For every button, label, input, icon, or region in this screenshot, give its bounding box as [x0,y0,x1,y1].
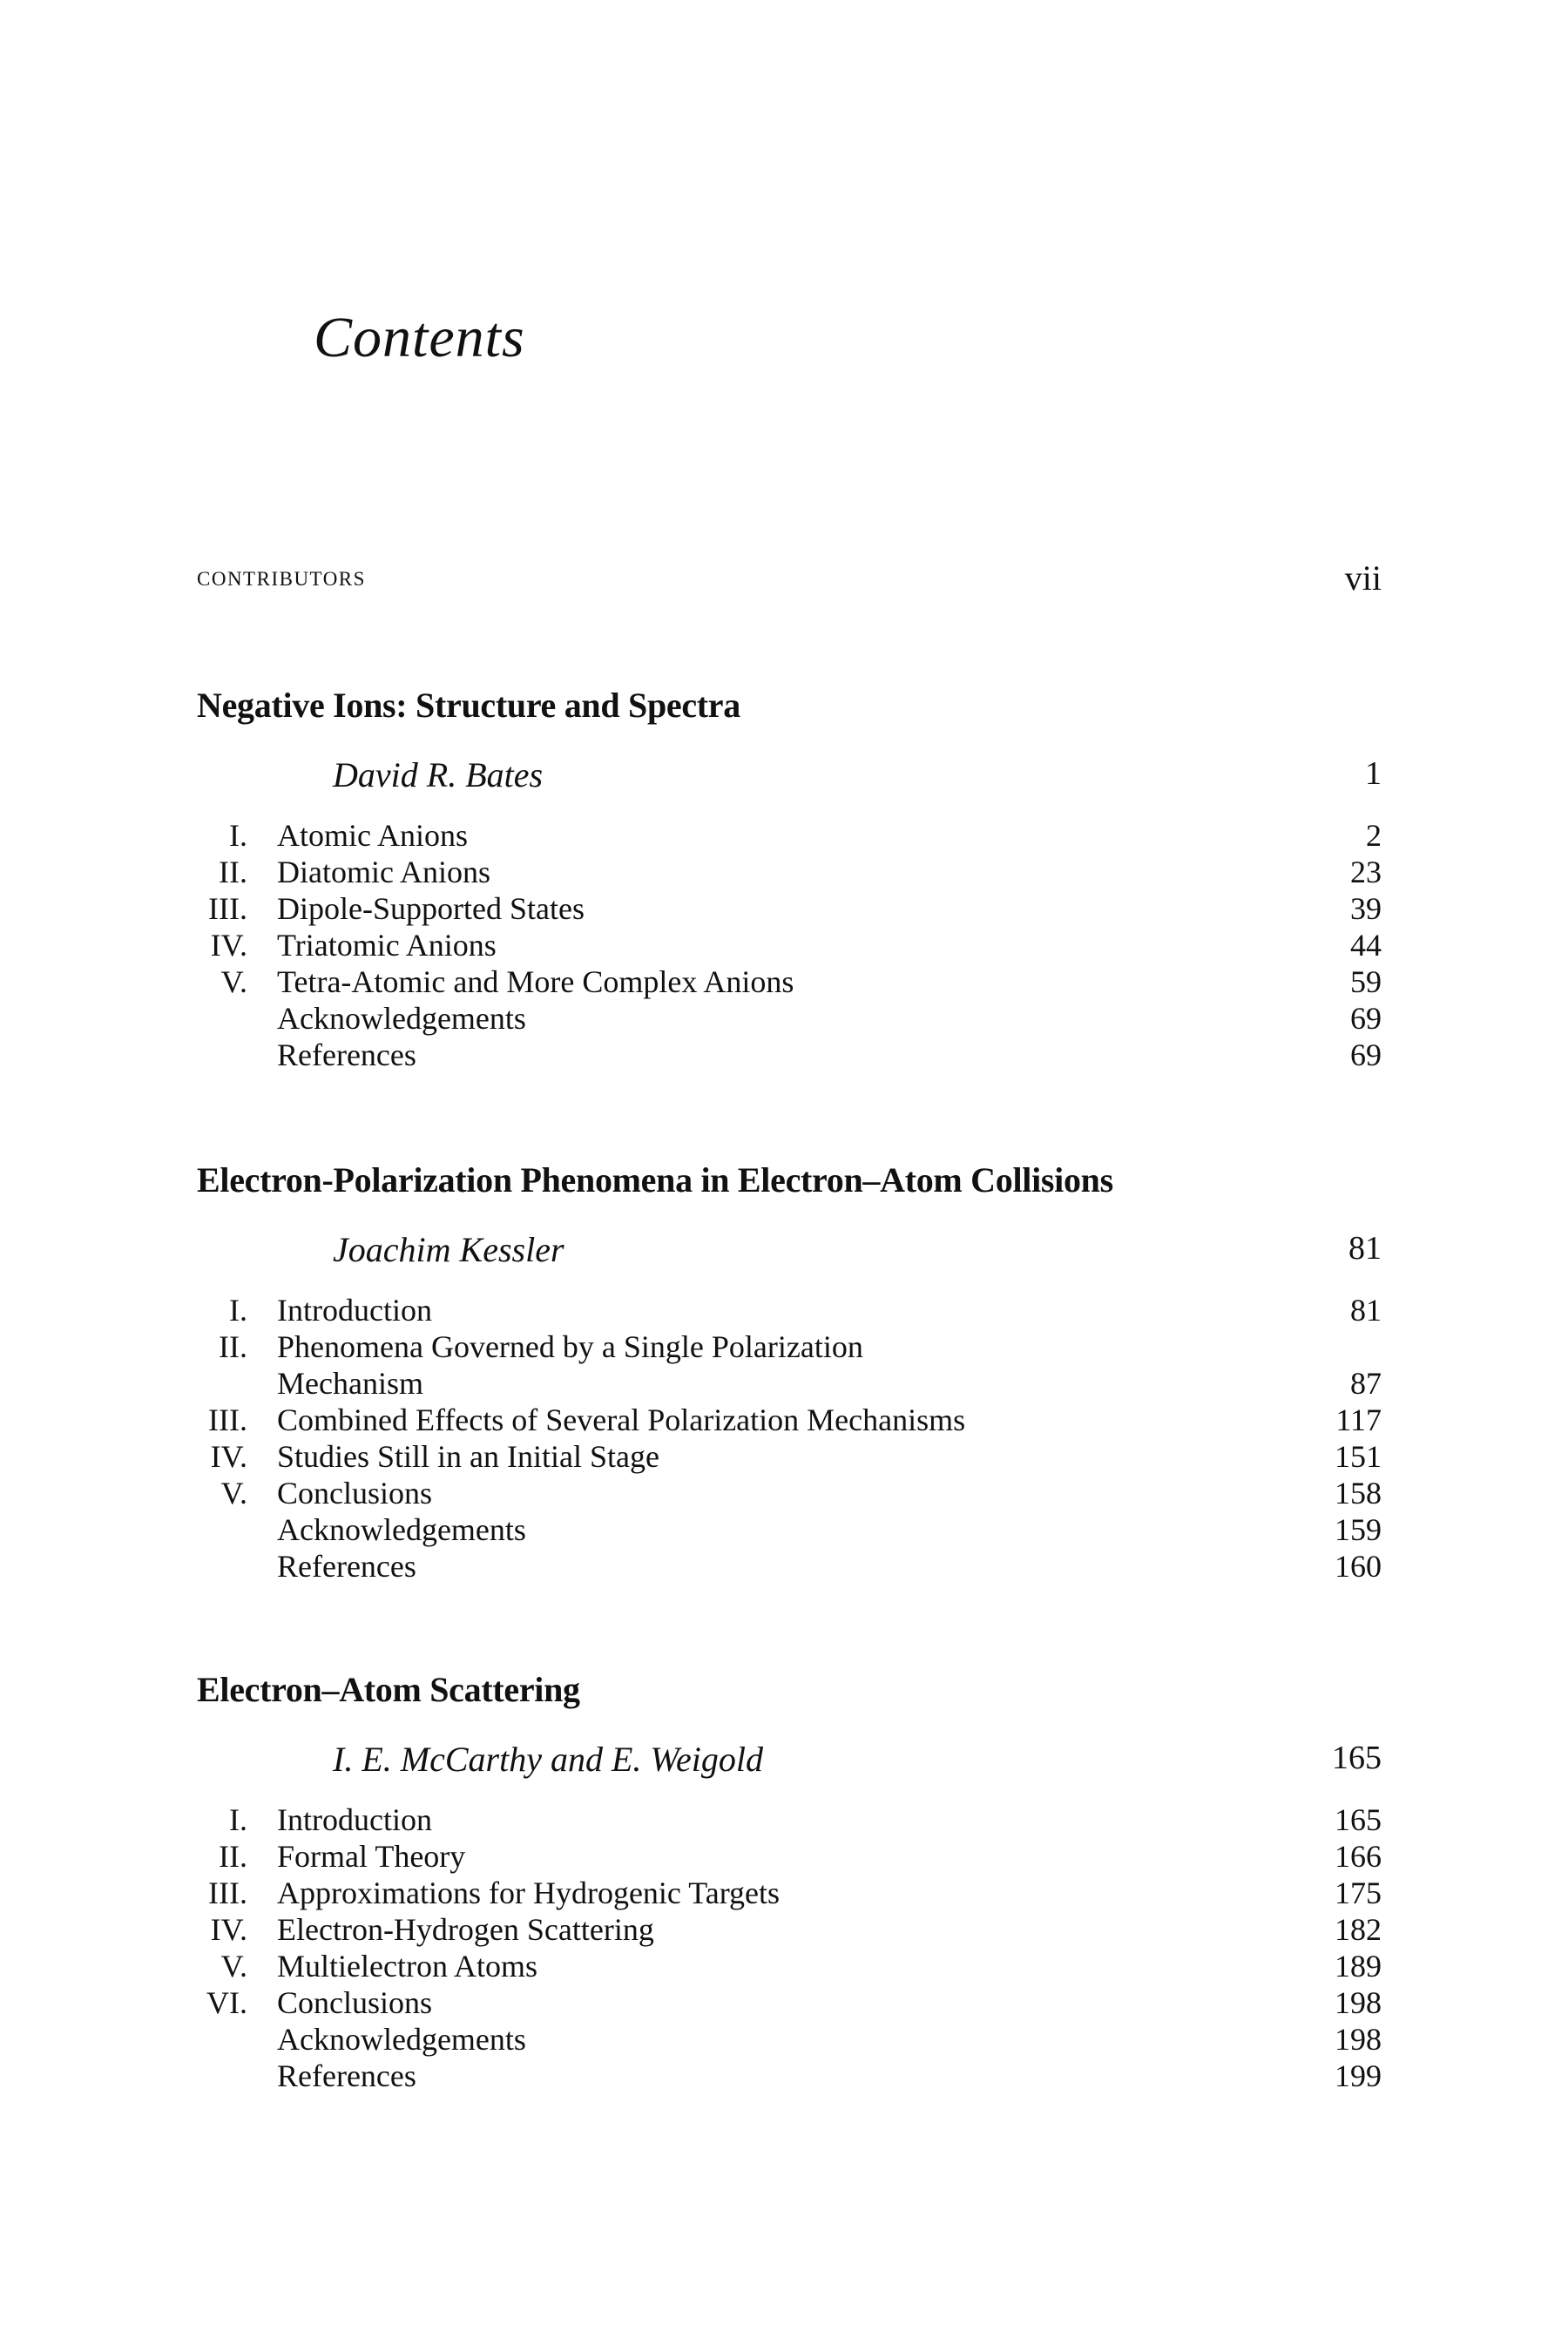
entry-page: 87 [1350,1366,1382,1401]
section-author: I. E. McCarthy and E. Weigold [333,1740,764,1779]
entry-number: II. [219,855,247,889]
entry-page: 81 [1350,1293,1382,1328]
entry-number: III. [208,1876,247,1910]
author-row [197,1739,1382,1782]
author-row [197,1229,1382,1273]
toc-entry [197,927,1382,963]
toc-entry [197,1037,1382,1073]
section-electron-polarization [197,1160,1382,1585]
toc-entry [197,1292,1382,1328]
entry-title: Acknowledgements [277,2022,526,2057]
entry-page: 199 [1335,2058,1382,2093]
entry-page: 59 [1350,964,1382,999]
entry-page: 117 [1335,1402,1382,1437]
entry-list [197,1801,1382,2094]
entry-page: 165 [1335,1802,1382,1837]
entry-page: 39 [1350,891,1382,926]
toc-entry [197,1328,1382,1402]
contributors-row [197,558,1382,601]
toc-entry [197,890,1382,927]
entry-number: III. [208,1402,247,1437]
entry-page: 189 [1335,1949,1382,1984]
entry-title: Electron-Hydrogen Scattering [277,1912,654,1947]
entry-number: V. [220,964,247,999]
section-page: 165 [1332,1740,1382,1776]
entry-page: 182 [1335,1912,1382,1947]
entry-page: 2 [1366,818,1382,853]
entry-page: 44 [1350,928,1382,963]
toc-entry [197,1511,1382,1548]
entry-number: IV. [210,1439,247,1474]
entry-number: V. [220,1476,247,1511]
entry-title: Approximations for Hydrogenic Targets [277,1876,781,1910]
entry-title-line-2: Mechanism [277,1366,423,1401]
entry-number: I. [229,818,247,853]
entry-title: Multielectron Atoms [277,1949,537,1984]
section-title: Electron-Polarization Phenomena in Electron–Atom Collisions [197,1160,1113,1200]
entry-page: 23 [1350,855,1382,889]
entry-number: IV. [210,928,247,963]
entry-title: Combined Effects of Several Polarization Mechanisms [277,1402,966,1437]
toc-entry [197,1402,1382,1438]
section-title: Negative Ions: Structure and Spectra [197,686,740,725]
entry-title: Tetra-Atomic and More Complex Anions [277,964,794,999]
entry-number: I. [229,1293,247,1328]
toc-entry [197,1438,1382,1475]
toc-entry [197,1801,1382,1838]
entry-title: Conclusions [277,1476,433,1511]
contributors-page: vii [1344,558,1382,598]
toc-entry [197,1548,1382,1585]
entry-list [197,817,1382,1073]
entry-number: I. [229,1802,247,1837]
entry-number: III. [208,891,247,926]
entry-number: II. [219,1329,247,1364]
entry-title: Studies Still in an Initial Stage [277,1439,659,1474]
entry-page: 159 [1335,1512,1382,1547]
entry-title: Introduction [277,1802,432,1837]
entry-page: 158 [1335,1476,1382,1511]
entry-title: Dipole-Supported States [277,891,585,926]
toc-entry [197,1838,1382,1875]
author-row [197,754,1382,798]
toc-entry [197,854,1382,890]
toc-entry [197,817,1382,854]
toc-entry [197,1000,1382,1037]
entry-title: Diatomic Anions [277,855,490,889]
toc-entry [197,1984,1382,2021]
entry-list [197,1292,1382,1585]
toc-entry [197,963,1382,1000]
entry-page: 160 [1335,1549,1382,1584]
entry-title: Acknowledgements [277,1001,526,1036]
entry-title: Introduction [277,1293,432,1328]
entry-page: 166 [1335,1839,1382,1874]
section-author: David R. Bates [333,755,544,794]
toc-entry [197,2021,1382,2058]
entry-title: Conclusions [277,1985,433,2020]
entry-page: 198 [1335,2022,1382,2057]
toc-entry [197,1475,1382,1511]
entry-number: IV. [210,1912,247,1947]
entry-page: 69 [1350,1001,1382,1036]
entry-title: Triatomic Anions [277,928,497,963]
entry-page: 151 [1335,1439,1382,1474]
entry-title [277,1328,1200,1402]
entry-number: II. [219,1839,247,1874]
entry-page: 198 [1335,1985,1382,2020]
entry-number: VI. [206,1985,247,2020]
toc-entry [197,2058,1382,2094]
entry-number: V. [220,1949,247,1984]
toc-entry [197,1948,1382,1984]
toc-entry [197,1875,1382,1911]
entry-title: References [277,2058,416,2093]
section-electron-atom-scattering [197,1670,1382,2094]
section-negative-ions [197,688,1382,1073]
contributors-label: CONTRIBUTORS [197,568,366,590]
section-author: Joachim Kessler [333,1230,564,1269]
entry-page: 175 [1335,1876,1382,1910]
entry-title: Formal Theory [277,1839,466,1874]
entry-page: 69 [1350,1037,1382,1072]
entry-title: References [277,1037,416,1072]
entry-title: References [277,1549,416,1584]
entry-title-line-1: Phenomena Governed by a Single Polarization [277,1329,863,1364]
entry-title: Acknowledgements [277,1512,526,1547]
entry-title: Atomic Anions [277,818,469,853]
section-title: Electron–Atom Scattering [197,1670,580,1709]
section-page: 1 [1365,755,1382,792]
page-title: Contents [314,306,525,369]
toc-entry [197,1911,1382,1948]
section-page: 81 [1348,1230,1382,1267]
